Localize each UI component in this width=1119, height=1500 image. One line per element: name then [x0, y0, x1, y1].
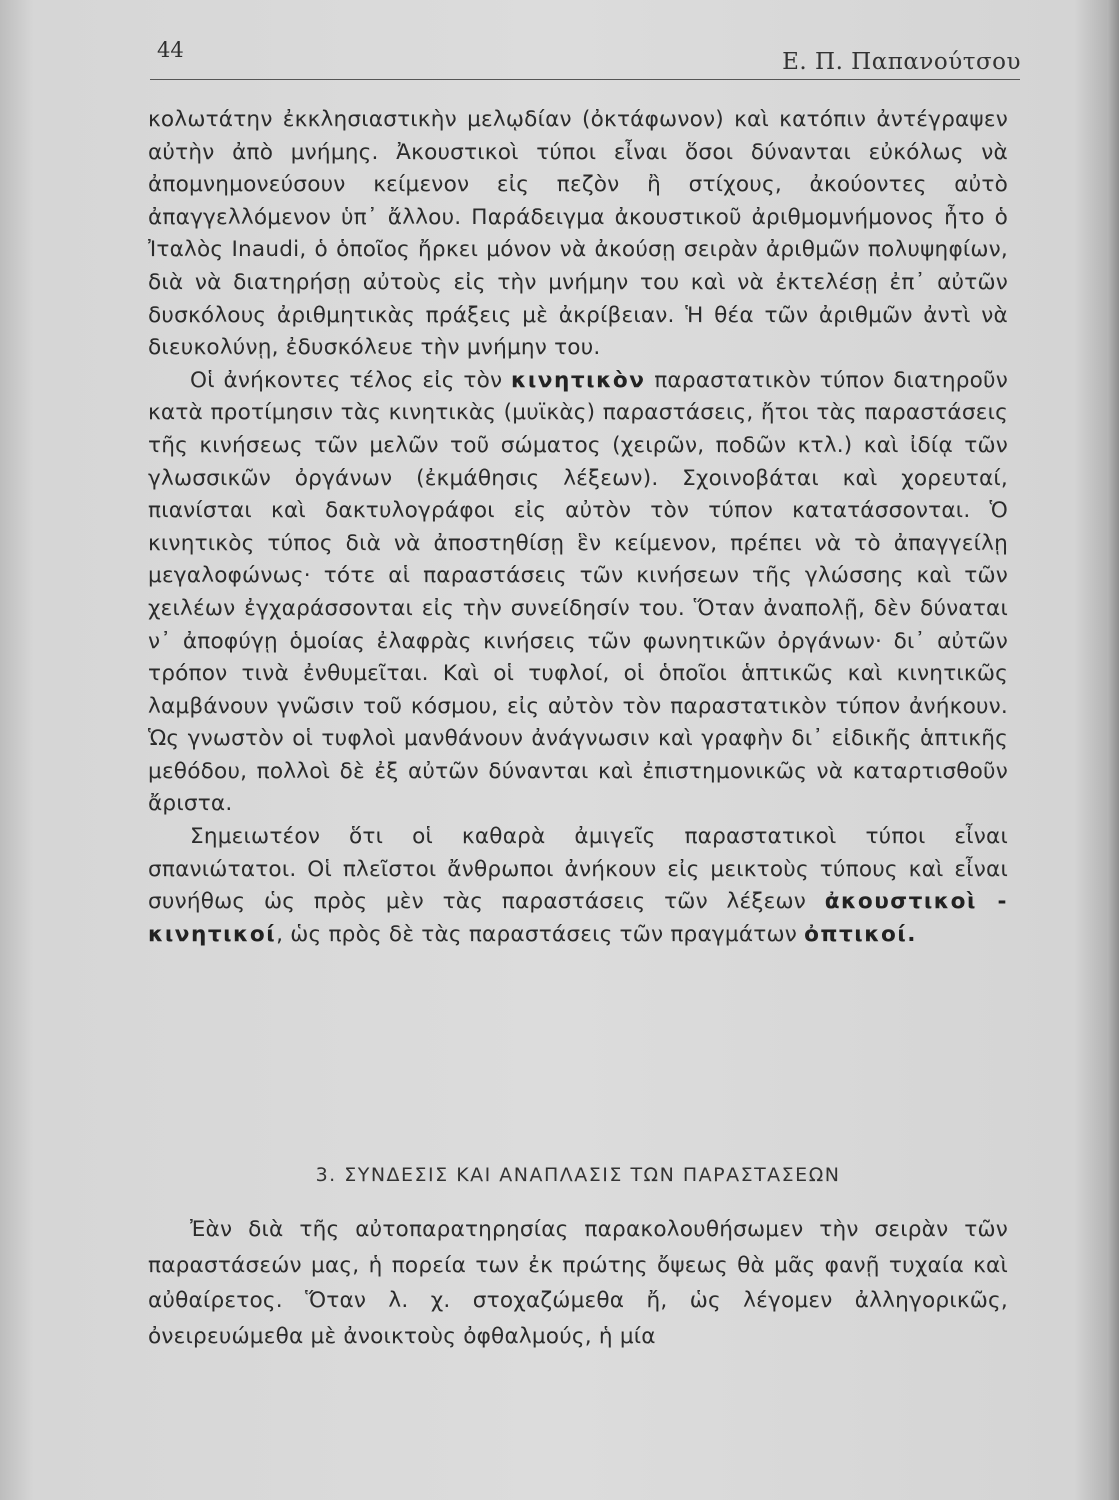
- paragraph-1: κολωτάτην ἐκκλησιαστικὴν μελῳδίαν (ὀκτάφωνον) καὶ κατόπιν ἀντέγραψεν αὐτὴν ἀπὸ μνήμης. Ἀκουστικοὶ τύποι εἶναι ὅσοι δύνανται εὐκόλως νὰ ἀπομνημονεύσουν κείμενον εἰς πεζὸν ἢ στίχους, ἀκούοντες αὐτὸ ἀπαγγελλόμενον ὑπ᾽ ἄλλου. Παράδειγμα ἀκουστικοῦ ἀριθμομνήμονος ἦτο ὁ Ἰταλὸς Inaudi, ὁ ὁποῖος ἤρκει μόνον νὰ ἀκούσῃ σειρὰν ἀριθμῶν πολυψηφίων, διὰ νὰ διατηρήσῃ αὐτοὺς εἰς τὴν μνήμην του καὶ νὰ ἐκτελέσῃ ἐπ᾽ αὐτῶν δυσκόλους ἀριθμητικὰς πράξεις μὲ ἀκρίβειαν. Ἡ θέα τῶν ἀριθμῶν ἀντὶ νὰ διευκολύνῃ, ἐδυσκόλευε τὴν μνήμην του.: [148, 107, 1008, 361]
- section-title: 3. ΣΥΝΔΕΣΙΣ ΚΑΙ ΑΝΑΠΛΑΣΙΣ ΤΩΝ ΠΑΡΑΣΤΑΣΕΩΝ: [315, 1164, 841, 1186]
- paragraph-2-rest: παραστατικὸν τύπον διατηροῦν κατὰ προτίμησιν τὰς κινητικὰς (μυϊκὰς) παραστάσεις, ἤτοι τὰς παραστάσεις τῆς κινήσεως τῶν μελῶν τοῦ σώματος (χειρῶν, ποδῶν κτλ.) καὶ ἰδίᾳ τῶν γλωσσικῶν ὀργάνων (ἐκμάθησις λέξεων). Σχοινοβάται καὶ χορευταί, πιανίσται καὶ δακτυλογράφοι εἰς αὐτὸν τὸν τύπον κατατάσσονται. Ὁ κινητικὸς τύπος διὰ νὰ ἀποστηθίσῃ ἓν κείμενον, πρέπει νὰ τὸ ἀπαγγείλῃ μεγαλοφώνως· τότε αἱ παραστάσεις τῶν κινήσεων τῆς γλώσσης καὶ τῶν χειλέων ἐγχαράσσονται εἰς τὴν συνείδησίν του. Ὅταν ἀναπολῇ, δὲν δύναται ν᾽ ἀποφύγῃ ὁμοίας ἐλαφρὰς κινήσεις τῶν φωνητικῶν ὀργάνων· δι᾽ αὐτῶν τρόπον τινὰ ἐνθυμεῖται. Καὶ οἱ τυφλοί, οἱ ὁποῖοι ἁπτικῶς καὶ κινητικῶς λαμβάνουν γνῶσιν τοῦ κόσμου, εἰς αὐτὸν τὸν παραστατικὸν τύπον ἀνήκουν. Ὡς γνωστὸν οἱ τυφλοὶ μανθάνουν ἀνάγνωσιν καὶ γραφὴν δι᾽ εἰδικῆς ἁπτικῆς μεθόδου, πολλοὶ δὲ ἐξ αὐτῶν δύνανται καὶ ἐπιστημονικῶς νὰ καταρτισθοῦν ἄριστα.: [148, 367, 1008, 817]
- section-text: [148, 1212, 1008, 1354]
- paragraph-3-start: Σημειωτέον ὅτι οἱ καθαρὰ ἀμιγεῖς παραστατικοὶ τύποι εἶναι σπανιώτατοι. Οἱ πλεῖστοι ἄνθρωποι ἀνήκουν εἰς μεικτοὺς τύπους καὶ εἶναι συνήθως ὡς πρὸς μὲν τὰς παραστάσεις τῶν λέξεων: [148, 824, 1008, 915]
- page-edge: [1107, 0, 1119, 1500]
- term-auditory-kinetic: ἀκουστικοὶ - κινητικοί: [148, 889, 1008, 947]
- paragraph-3-middle: , ὡς πρὸς δὲ τὰς παραστάσεις τῶν πραγμάτων: [276, 921, 797, 947]
- paragraph-3: [148, 821, 1008, 951]
- paragraph-2-start: Οἱ ἀνήκοντες τέλος εἰς τὸν: [190, 367, 503, 393]
- paragraph-2: [148, 365, 1008, 821]
- section-paragraph: Ἐὰν διὰ τῆς αὐτοπαρατηρησίας παρακολουθήσωμεν τὴν σειρὰν τῶν παραστάσεών μας, ἡ πορεία των ἐκ πρώτης ὄψεως θὰ μᾶς φανῇ τυχαία καὶ αὐθαίρετος. Ὅταν λ. χ. στοχαζώμεθα ἤ, ὡς λέγομεν ἀλληγορικῶς, ὀνειρευώμεθα μὲ ἀνοικτοὺς ὀφθαλμούς, ἡ μία: [148, 1217, 1008, 1349]
- running-head: Ε. Π. Παπανούτσου: [782, 49, 1021, 75]
- header-rule: [150, 79, 1020, 80]
- term-visual: ὀπτικοί.: [804, 921, 917, 947]
- body-text: [148, 104, 1008, 951]
- page-number: 44: [157, 38, 184, 62]
- term-kinetic: κινητικὸν: [511, 367, 646, 393]
